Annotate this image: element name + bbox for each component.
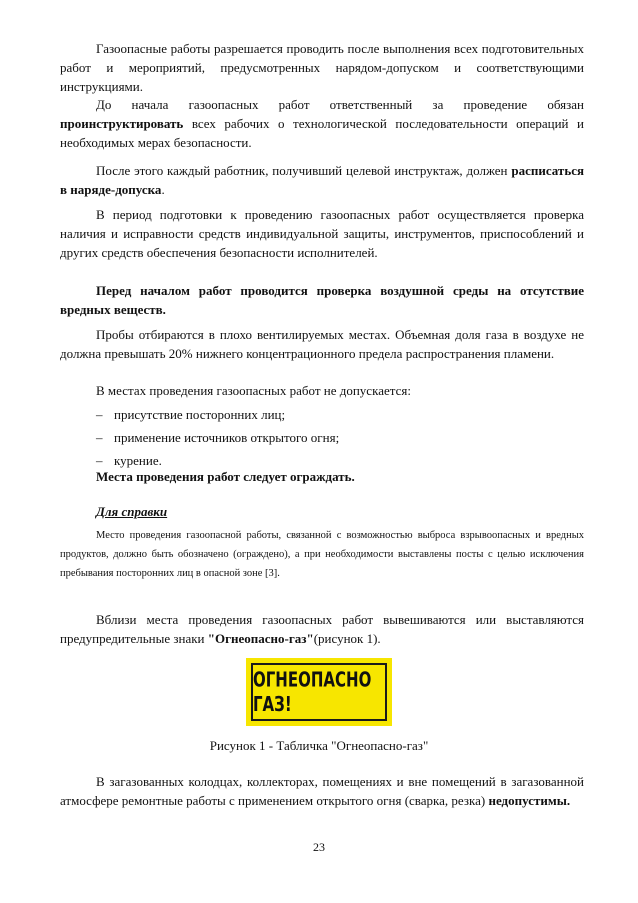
paragraph-2-text: До начала газоопасных работ ответственный за проведение обязан: [96, 97, 584, 112]
reference-text: Место проведения газоопасной работы, связанной с возможностью выброса взрывоопасных и вредных продуктов, должно быть обозначено (ограждено), а при необходимости выставлены посты с целью исключения пребывания посторонних лиц в опасной зоне [3].: [60, 530, 584, 579]
paragraph-10-bold: недопустимы.: [488, 792, 571, 808]
warning-sign-text: ОГНЕОПАСНО ГАЗ!: [253, 667, 372, 717]
figure-caption: Рисунок 1 - Табличка "Огнеопасно-газ": [209, 738, 429, 753]
page-number: 23: [313, 840, 325, 854]
dash-marker: –: [96, 407, 103, 422]
paragraph-6: Пробы отбираются в плохо вентилируемых местах. Объемная доля газа в воздухе не должна превышать 20% нижнего концентрационного предела распространения пламени.: [60, 327, 584, 361]
warning-sign: [246, 658, 392, 726]
reference-title: Для справки: [96, 504, 168, 519]
paragraph-2: [60, 96, 584, 152]
paragraph-1: Газоопасные работы разрешается проводить после выполнения всех подготовительных работ и мероприятий, предусмотренных нарядом-допуском и соответствующими инструкциями.: [60, 41, 584, 94]
list-item-text: применение источников открытого огня;: [114, 430, 340, 445]
paragraph-5-bold: Перед началом работ проводится проверка воздушной среды на отсутствие вредных веществ.: [60, 283, 584, 317]
paragraph-9-bold: "Огнеопасно-газ": [207, 630, 314, 646]
paragraph-9: [60, 611, 584, 649]
paragraph-3-text: После этого каждый работник, получивший целевой инструктаж, должен: [96, 163, 512, 178]
list-item: [96, 406, 285, 425]
paragraph-2-text-end: всех рабочих о технологической последовательности операций и необходимых мерах безопасности.: [60, 115, 584, 150]
dash-marker: –: [96, 453, 103, 468]
paragraph-3-end: .: [161, 181, 165, 197]
paragraph-10-text: В загазованных колодцах, коллекторах, помещениях и вне помещений в загазованной атмосфере ремонтные работы с применением открытого огня (сварка, резка): [60, 774, 584, 808]
list-item-text: присутствие посторонних лиц;: [114, 407, 286, 422]
list-item: [96, 429, 339, 448]
paragraph-7: В местах проведения газоопасных работ не допускается:: [96, 383, 411, 398]
warning-sign-border: [251, 663, 387, 721]
paragraph-4: В период подготовки к проведению газоопасных работ осуществляется проверка наличия и исправности средств индивидуальной защиты, инструментов, приспособлений и других средств обеспечения безопасности исполнителей.: [60, 207, 584, 260]
paragraph-3: [60, 162, 584, 200]
paragraph-9-text: Вблизи места проведения газоопасных работ вывешиваются или выставляются предупредительные знаки: [60, 612, 584, 646]
paragraph-8-bold: Места проведения работ следует ограждать.: [96, 469, 355, 484]
paragraph-10: [60, 773, 584, 811]
paragraph-2-bold: проинструктировать: [60, 115, 184, 131]
dash-marker: –: [96, 430, 103, 445]
paragraph-9-end: (рисунок 1).: [313, 630, 381, 646]
paragraph-3-bold: расписаться в наряде-допуска: [60, 163, 584, 197]
list-item-text: курение.: [114, 453, 162, 468]
